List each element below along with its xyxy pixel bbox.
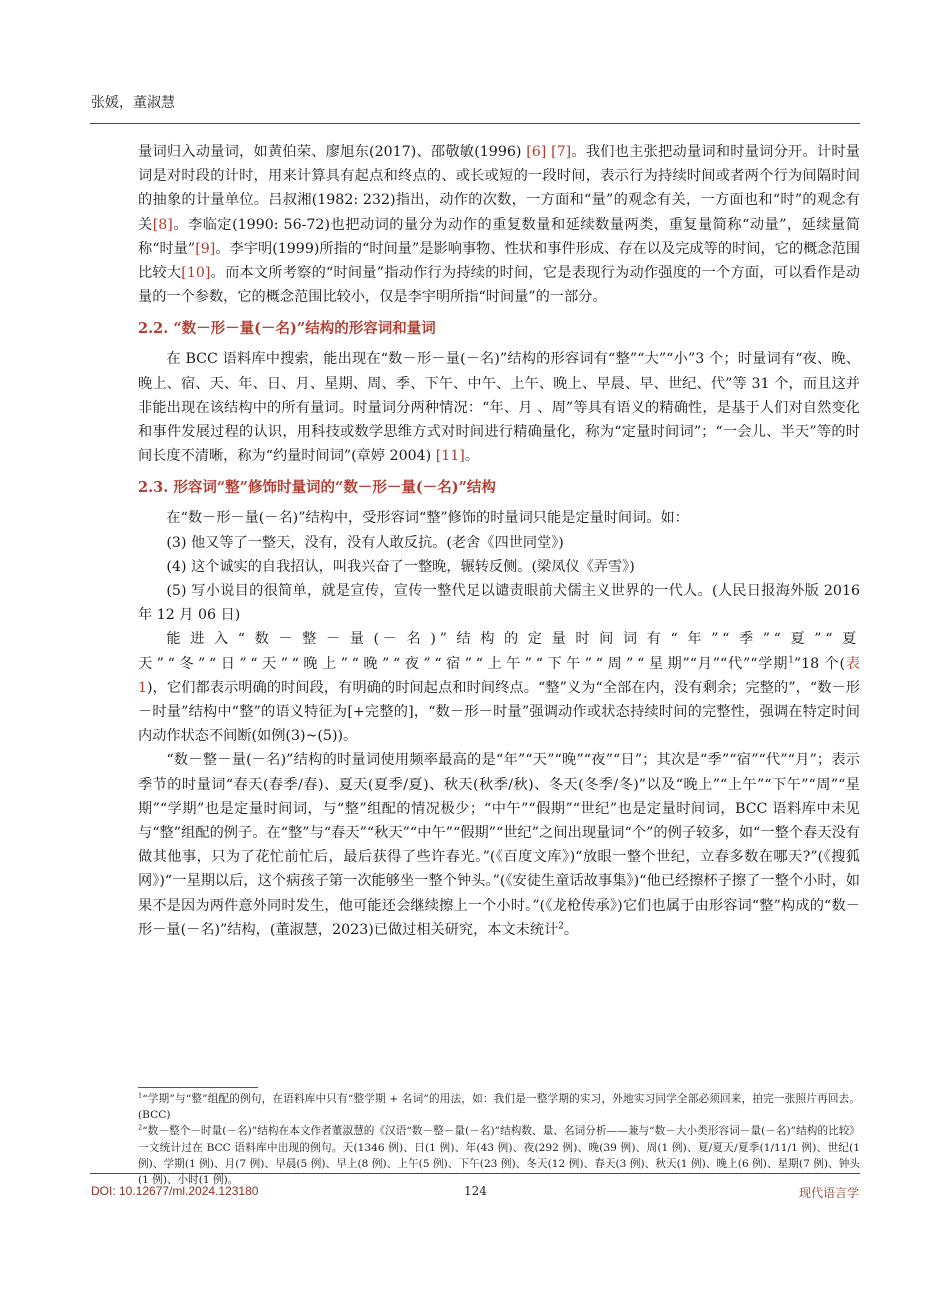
citation-link[interactable]: [10] [181,265,211,282]
footnote-1 [138,1091,860,1123]
text-run: 。而本文所考察的“时间量”指动作行为持续的时间，它是表现行为动作强度的一个方面，可以看作是动量的一个参数，它的概念范围比较小，仅是李宇明所指“时间量”的一部分。 [138,265,860,306]
footnote-marker[interactable]: 1 [788,654,794,665]
footnote-text: “数－整个－时量(－名)”结构在本文作者董淑慧的《汉语“数－整－量(－名)”结构数、量、名词分析——兼与“数－大小类形容词－量(－名)”结构的比较》一文统计过在 BCC 语料库中出现的例句。天(1346 例)、日(1 例)、年(43 例)、夜(292 例)、晚(39 例)、周(1 例)、夏/夏天/夏季(1/11/1 例)、世纪(1 例)、学期(1 例)、月(7 例)、早晨(5 例)、早上(8 例)、上午(5 例)、下午(23 例)、冬天(12 例)、春天(3 例)、秋天(1 例)、晚上(6 例)、星期(7 例)、钟头(1 例)、小时(1 例)。 [138,1125,860,1187]
citation-link[interactable]: [8] [152,216,173,233]
example-5: (5) 写小说目的很简单，就是宣传，宣传一整代足以谴责眼前犬儒主义世界的一代人。(人民日报海外版 2016 年 12 月 06 日) [138,583,860,624]
text-run: ”18 个( [793,655,845,672]
paragraph-2 [138,347,860,468]
citation-link[interactable]: [9] [195,240,216,257]
table-link[interactable]: 表 1 [138,655,860,696]
footer-divider [90,1173,860,1174]
citation-link[interactable]: [11] [435,448,465,465]
text-run: )，它们都表示明确的时间段，有明确的时间起点和时间终点。“整”义为“全部在内，没有剩余；完整的”，“数－形－时量”结构中“整”的语义特征为[+完整的]，“数－形－时量”强调动作或状态持续时间的完整性，强调在特定时间内动作状态不间断(如例(3)~(5))。 [138,679,860,745]
citation-link[interactable]: [6] [526,144,547,160]
paragraph-1 [138,140,860,309]
footnote-divider [138,1087,258,1088]
text-run: 期”“月”“代”“学期 [667,655,789,672]
header-authors: 张媛，董淑慧 [91,95,175,111]
text-run: 能进入“数－整－量(－名)”结构的定量时间词有“年”“季”“夏”“夏天”“冬”“日”“天”“晚上”“晚”“夜”“宿”“上午”“下午”“周”“星 [138,631,860,672]
text-run: 在 BCC 语料库中搜索，能出现在“数－形－量(－名)”结构的形容词有“整”“大”“小”3 个；时量词有“夜、晚、晚上、宿、天、年、日、月、星期、周、季、下午、中午、上午、晚上、早晨、早、世纪、代”等 31 个，而且这并非能出现在该结构中的所有量词。时量词分两种情况：“年、月 、周”等具有语义的精确性，是基于人们对自然变化和事件发展过程的认识，用科技或数学思维方式对时间进行精确量化，称为“定量时间词”；“一会儿、半天”等的时间长度不清晰，称为“约量时间词”(章婷 2004) [138,351,860,465]
text-run: 。 [563,921,579,938]
header-divider [90,123,860,124]
text-run: 。李临定(1990: 56-72)也把动词的量分为动作的重复数量和延续数量两类，重复量简称“动量”，延续量简称“时量” [138,216,860,257]
example-3: (3) 他又等了一整天，没有，没有人敢反抗。(老舍《四世同堂》) [166,534,564,551]
footer-doi-link[interactable]: DOI: 10.12677/ml.2024.123180 [91,1184,259,1198]
paragraph-5 [138,748,860,942]
text-run: 。李宇明(1999)所指的“时间量”是影响事物、性状和事件形成、存在以及完成等的时间，它的概念范围比较大 [138,240,861,282]
text-run: 。 [464,448,480,465]
paragraph-3: 在“数－形－量(－名)”结构中，受形容词“整”修饰的时量词只能是定量时间词。如： [166,510,689,527]
main-content [138,140,860,942]
page-number: 124 [464,1184,487,1198]
text-run: 。我们也主张把动量词和时量词分开。计时量词是对时段的计时，用来计算具有起点和终点的、或长或短的一段时间，表示行为持续时间或者两个行为间隔时间的抽象的计量单位。吕叔湘(1982: 232)指出，动作的次数，一方面和“量”的观念有关，一方面也和“时”的观念有关 [138,144,860,233]
paragraph-4 [138,627,860,748]
text-run: “数－整－量(－名)”结构的时量词使用频率最高的是“年”“天”“晚”“夜”“日”；其次是“季”“宿”“代”“月”；表示季节的时量词“春天(春季/春)、夏天(夏季/夏)、秋天(秋季/秋)、冬天(冬季/冬)”以及“晚上”“上午”“下午”“周”“星期”“学期”也是定量时间词，与“整”组配的情况极少；“中午”“假期”“世纪”也是定量时间词，BCC 语料库中未见与“整”组配的例子。在“整”与“春天”“秋天”“中午”“假期”“世纪”之间出现量词“个”的例子较多，如“一整个春天没有做其他事，只为了花忙前忙后，最后获得了些许春光。”(《百度文库》)“放眼一整个世纪，立春多数在哪天?”(《搜狐网》)“一星期以后，这个病孩子第一次能够坐一整个钟头。”(《安徒生童话故事集》)“他已经擦杯子擦了一整个小时，如果不是因为两件意外同时发生，他可能还会继续擦上一个小时。”(《龙枪传承》)它们也属于由形容词“整”构成的“数－形－量(－名)”结构，(董淑慧，2023)已做过相关研究，本文未统计 [138,752,860,938]
footnote-2 [138,1123,860,1188]
footnote-marker[interactable]: 2 [558,921,564,932]
footer-journal-link[interactable]: 现代语言学 [798,1186,859,1200]
footnote-number: 1 [138,1091,143,1100]
citation-link[interactable]: [7] [551,144,572,160]
footnote-text: “学期”与“整”组配的例句，在语料库中只有“整学期 + 名词”的用法，如：我们是一整学期的实习，外地实习同学全部必须回来，拍完一张照片再回去。(BCC) [138,1093,860,1122]
section-heading-2-2: 2.2. “数－形－量(－名)”结构的形容词和量词 [138,320,436,338]
text-run: 量词归入动量词，如黄伯荣、廖旭东(2017)、邵敬敏(1996) [138,144,527,160]
example-4: (4) 这个诚实的自我招认，叫我兴奋了一整晚，辗转反侧。(梁凤仪《弄雪》) [166,558,635,575]
footnote-number: 2 [138,1123,143,1132]
section-heading-2-3: 2.3. 形容词“整”修饰时量词的“数－形－量(－名)”结构 [138,479,496,497]
